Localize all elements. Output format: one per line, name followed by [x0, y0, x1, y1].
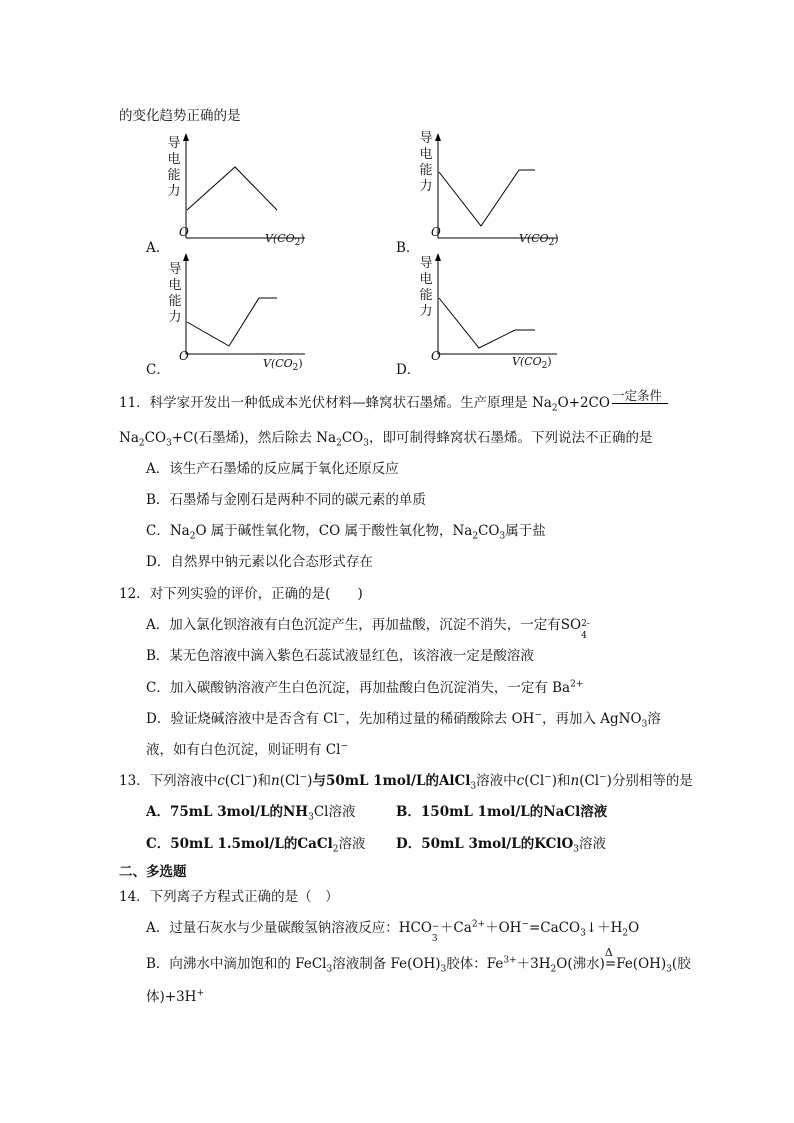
q12-option-b: B．某无色溶液中滴入紫色石蕊试液显红色，该溶液一定是酸溶液	[146, 648, 534, 664]
q12-option-d-line2: 液，如有白色沉淀，则证明有 Cl−	[146, 741, 348, 758]
q11-option-b: B．石墨烯与金刚石是两种不同的碳元素的单质	[146, 492, 426, 508]
graph-b-xlabel: $V(CO_2)$	[519, 232, 559, 249]
q12-option-c: C．加入碳酸钠溶液产生白色沉淀，再加盐酸白色沉淀消失，一定有 $Ba^{2+}$	[146, 679, 584, 696]
graph-d-ylabel: 导 电 能 力	[419, 256, 433, 319]
equals-sign: =	[604, 956, 617, 972]
graph-b-origin: O	[431, 225, 441, 239]
graph-b-ylabel: 导 电 能 力	[419, 131, 433, 194]
q13-option-d: D．50mL 3mol/L的KClO$_3$溶液	[396, 836, 606, 855]
graph-c-ylabel: 导 电 能 力	[168, 262, 182, 325]
graph-b-label: B．	[396, 240, 420, 256]
graph-a-label: A．	[146, 240, 170, 256]
intro-text: 的变化趋势正确的是	[119, 108, 241, 124]
y-arrow	[435, 133, 441, 141]
graph-c-origin: O	[179, 349, 189, 363]
graph-d-xlabel: $V(CO_2)$	[512, 355, 552, 372]
conductivity-curve	[187, 167, 277, 210]
q14-option-b-line2: 体)+3H+	[146, 988, 204, 1005]
graph-d-origin: O	[431, 349, 441, 363]
y-arrow	[183, 133, 189, 141]
q11-stem-line2: $Na_2CO_3+C$(石墨烯)，然后除去 $Na_2CO_3$，即可制得蜂窝状石墨烯。下列说法不正确的是	[119, 430, 653, 449]
graph-a-ylabel: 导 电 能 力	[167, 136, 181, 199]
graph-d-label: D．	[396, 362, 421, 378]
q14-option-b-line1: B．向沸水中滴加饱和的 FeCl$_3$溶液制备 $Fe(OH)_3$胶体：$Fe^{3+}+3H_2O$(沸水) Δ $=Fe(OH)_3$(胶	[146, 946, 691, 975]
graph-c-label: C．	[146, 362, 170, 378]
conductivity-curve	[439, 298, 535, 348]
reaction-condition: 一定条件	[611, 388, 662, 403]
q12-option-d-line1: D．验证烧碱溶液中是否含有 Cl−，先加稍过量的稀硝酸除去 OH−，再加入 AgNO$_3$溶	[146, 710, 661, 730]
section-heading: 二、多选题	[119, 864, 187, 880]
graph-c-xlabel: $V(CO_2)$	[263, 357, 303, 374]
q11-option-a: A．该生产石墨烯的反应属于氧化还原反应	[146, 461, 399, 477]
q12-option-a: A．加入氯化钡溶液有白色沉淀产生，再加盐酸，沉淀不消失，一定有SO 2- 4	[146, 617, 590, 641]
graph-a-origin: O	[179, 225, 189, 239]
heat-symbol: Δ	[604, 946, 613, 959]
q11-option-c: C．$Na_2O$ 属于碱性氧化物，CO 属于酸性氧化物，$Na_2CO_3$属于盐	[146, 523, 546, 542]
y-arrow	[183, 253, 189, 261]
graph-a-xlabel: $V(CO_2)$	[265, 232, 305, 249]
q13-option-a: A．75mL 3mol/L的$NH_3Cl$溶液	[146, 804, 356, 823]
y-arrow	[435, 253, 441, 261]
q13-option-c: C．50mL 1.5mol/L的CaCl$_2$溶液	[146, 836, 366, 855]
conductivity-curve	[439, 170, 535, 226]
q12-stem: 12．对下列实验的评价，正确的是( )	[119, 586, 363, 602]
q14-option-a: A．过量石灰水与少量碳酸氢钠溶液反应：HCO − 3 $+Ca^{2+}+OH^-=CaCO_3↓+H_2O$	[146, 919, 640, 944]
q13-option-b: B．150mL 1mol/L的NaCl溶液	[396, 804, 608, 820]
q13-stem: 13．下列溶液中c(Cl−)和n(Cl−)与50mL 1mol/L的AlCl$_3$溶液中c(Cl−)和n(Cl−)分别相等的是	[119, 772, 693, 792]
q11-stem-line1: 11．科学家开发出一种低成本光伏材料—蜂窝状石墨烯。生产原理是 $Na_2O+2CO$ 一定条件	[119, 391, 668, 414]
q11-option-d: D．自然界中钠元素以化合态形式存在	[146, 554, 373, 570]
conductivity-curve	[187, 298, 277, 346]
q14-stem: 14．下列离子方程式正确的是（ ）	[119, 889, 339, 905]
